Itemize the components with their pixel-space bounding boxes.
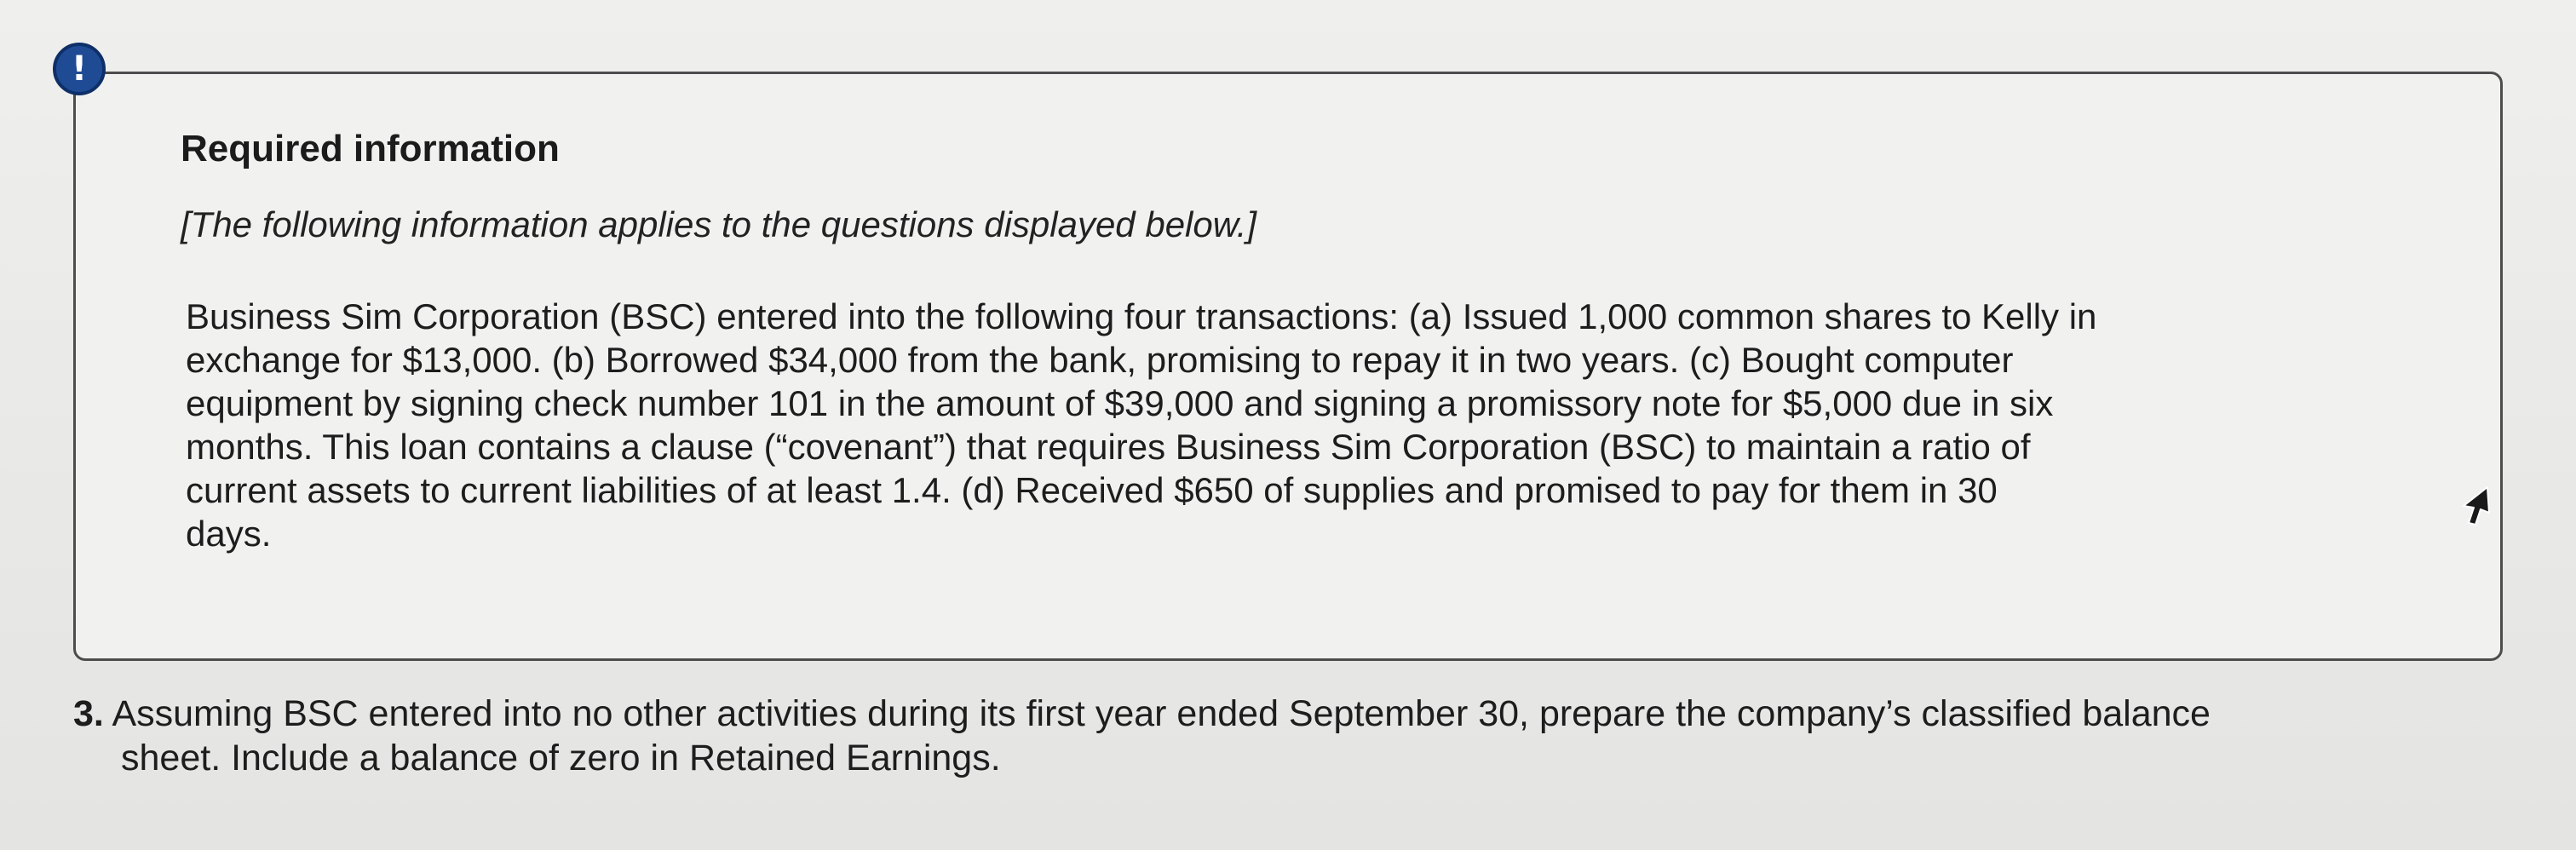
info-body-line: months. This loan contains a clause (“covenant”) that requires Business Sim Corporation (BSC) to maintain a ratio of (186, 427, 2031, 467)
exclamation-icon (53, 43, 106, 95)
info-body-line: equipment by signing check number 101 in the amount of $39,000 and signing a promissory note for $5,000 due in six (186, 383, 2054, 423)
alert-symbol: ! (71, 49, 88, 89)
info-body (186, 295, 2401, 555)
question-line: sheet. Include a balance of zero in Retained Earnings. (121, 738, 1001, 778)
info-body-line: Business Sim Corporation (BSC) entered into the following four transactions: (a) Issued 1,000 common shares to Kelly in (186, 296, 2097, 336)
question-3 (73, 692, 2544, 780)
info-subtitle: [The following information applies to the questions displayed below.] (181, 204, 1257, 244)
info-body-line: days. (186, 514, 272, 554)
info-body-line: exchange for $13,000. (b) Borrowed $34,000 from the bank, promising to repay it in two years. (c) Bought computer (186, 340, 2014, 380)
info-title: Required information (181, 128, 560, 169)
info-body-line: current assets to current liabilities of at least 1.4. (d) Received $650 of supplies and promised to pay for them in 30 (186, 470, 1998, 510)
question-number: 3. (73, 693, 104, 734)
mouse-cursor-icon (2458, 484, 2493, 528)
question-line (73, 692, 2544, 736)
question-text: Assuming BSC entered into no other activities during its first year ended September 30, prepare the company’s classified balance (112, 693, 2211, 734)
